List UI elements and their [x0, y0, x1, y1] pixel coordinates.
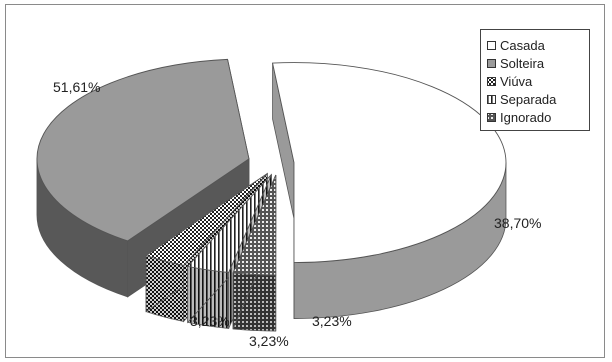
data-label-ignorado: 3,23%: [190, 313, 230, 329]
legend-item-solteira: [481, 54, 589, 72]
legend-item-casada: [481, 36, 589, 54]
chart-frame: [5, 4, 605, 358]
legend-item-separada: [481, 90, 589, 108]
legend-label: Solteira: [500, 55, 545, 71]
legend-label: Separada: [500, 91, 557, 107]
legend-swatch: [487, 59, 496, 68]
legend-swatch: [487, 41, 496, 50]
legend-label: Casada: [500, 37, 545, 53]
legend-swatch: [487, 77, 496, 86]
chart-legend: [480, 29, 590, 131]
data-label-solteira: 38,70%: [494, 215, 542, 231]
data-label-viúva: 3,23%: [312, 313, 352, 329]
legend-label: Ignorado: [500, 109, 552, 125]
data-label-casada: 51,61%: [53, 79, 101, 95]
legend-label: Viúva: [500, 73, 533, 89]
legend-swatch: [487, 113, 496, 122]
data-label-separada: 3,23%: [249, 333, 289, 349]
legend-item-ignorado: [481, 108, 589, 126]
legend-item-viúva: [481, 72, 589, 90]
legend-swatch: [487, 95, 496, 104]
